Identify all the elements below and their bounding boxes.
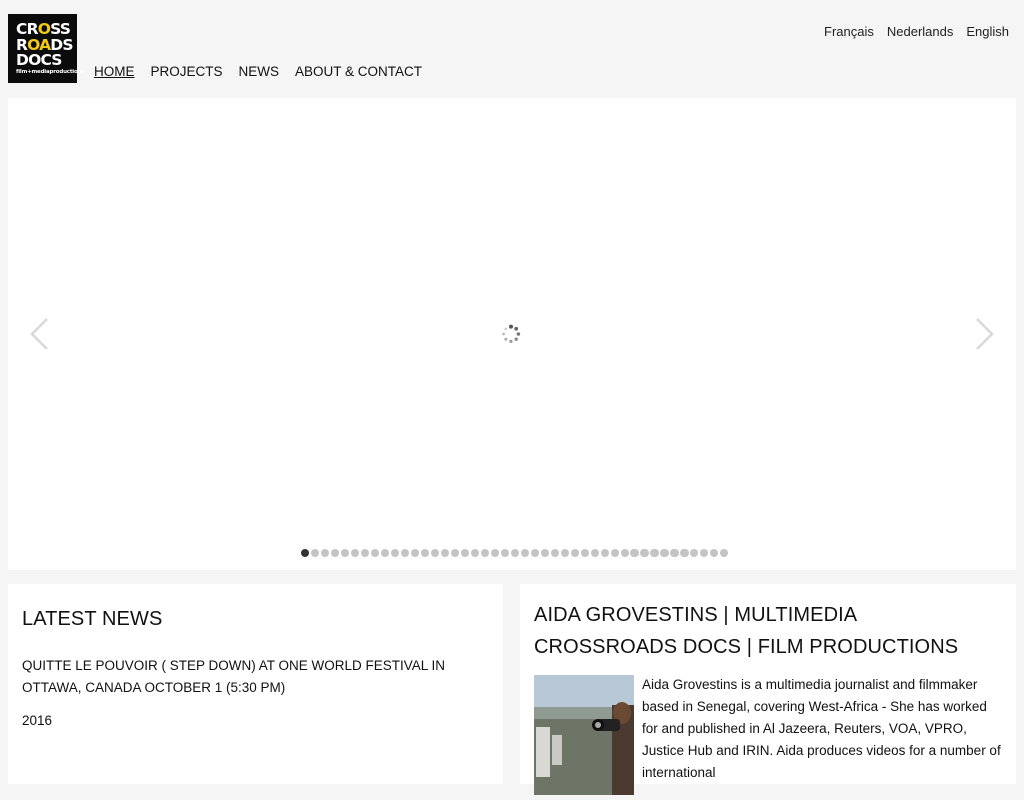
about-body xyxy=(534,675,1002,795)
slider-dot[interactable] xyxy=(431,549,439,557)
slider-dot[interactable] xyxy=(561,549,569,557)
slider-dot[interactable] xyxy=(521,549,529,557)
slider-dot[interactable] xyxy=(650,549,658,557)
image-slider xyxy=(8,98,1016,570)
photographer-photo xyxy=(534,675,634,795)
slider-dot[interactable] xyxy=(421,549,429,557)
logo-line-2: ROADS xyxy=(16,36,73,54)
latest-news-panel xyxy=(8,584,503,784)
slider-dot[interactable] xyxy=(401,549,409,557)
slider-dot[interactable] xyxy=(411,549,419,557)
slider-dot[interactable] xyxy=(690,549,698,557)
site-header xyxy=(0,0,1024,98)
slider-dot[interactable] xyxy=(621,549,629,557)
slider-dot[interactable] xyxy=(601,549,609,557)
slider-dot[interactable] xyxy=(501,549,509,557)
logo-line-1: CROSS xyxy=(16,20,71,38)
lang-nederlands[interactable]: Nederlands xyxy=(886,24,954,39)
nav-about-contact[interactable]: ABOUT & CONTACT xyxy=(295,64,423,79)
lang-english[interactable]: English xyxy=(966,24,1009,39)
about-text: Aida Grovestins is a multimedia journalist and filmmaker based in Senegal, covering West-Africa - She has worked for and published in Al Jazeera, Reuters, VOA, VPRO, Justice Hub and IRIN. Aida produces videos for a number of international xyxy=(642,677,1001,780)
about-heading-line1: AIDA GROVESTINS | MULTIMEDIA xyxy=(534,604,858,626)
lang-francais[interactable]: Français xyxy=(824,24,874,39)
chevron-right-icon[interactable] xyxy=(974,317,996,351)
slider-dot[interactable] xyxy=(581,549,589,557)
slider-dot[interactable] xyxy=(710,549,718,557)
slider-dot[interactable] xyxy=(491,549,499,557)
nav-news[interactable]: NEWS xyxy=(238,64,280,79)
logo-tagline: film+mediaproductions xyxy=(16,69,85,75)
spinner-icon xyxy=(501,324,521,344)
slider-dot[interactable] xyxy=(630,549,638,557)
slider-dot[interactable] xyxy=(391,549,399,557)
slider-dot[interactable] xyxy=(381,549,389,557)
slider-dot[interactable] xyxy=(551,549,559,557)
slider-dot[interactable] xyxy=(591,549,599,557)
news-item-year: 2016 xyxy=(22,713,53,728)
slider-dot[interactable] xyxy=(471,549,479,557)
slider-dot[interactable] xyxy=(640,549,648,557)
slider-dot[interactable] xyxy=(361,549,369,557)
slider-dot[interactable] xyxy=(670,549,678,557)
slider-dot[interactable] xyxy=(461,549,469,557)
slider-dot[interactable] xyxy=(680,549,688,557)
slider-dot[interactable] xyxy=(571,549,579,557)
logo-line-3: DOCS xyxy=(16,51,62,69)
slider-dot[interactable] xyxy=(611,549,619,557)
chevron-left-icon[interactable] xyxy=(28,317,50,351)
slider-dot[interactable] xyxy=(351,549,359,557)
nav-home[interactable]: HOME xyxy=(94,64,135,79)
slider-dot[interactable] xyxy=(511,549,519,557)
slider-dot[interactable] xyxy=(451,549,459,557)
slider-dot[interactable] xyxy=(541,549,549,557)
nav-projects[interactable]: PROJECTS xyxy=(150,64,223,79)
slider-dot[interactable] xyxy=(720,549,728,557)
about-panel xyxy=(520,584,1016,784)
slider-dot[interactable] xyxy=(331,549,339,557)
language-switcher xyxy=(824,24,1009,39)
crossroads-docs-logo[interactable] xyxy=(8,14,85,83)
slider-dot[interactable] xyxy=(311,549,319,557)
main-nav xyxy=(94,64,422,79)
slider-dot[interactable] xyxy=(341,549,349,557)
slider-dot[interactable] xyxy=(660,549,668,557)
slider-dot[interactable] xyxy=(531,549,539,557)
slider-dot[interactable] xyxy=(371,549,379,557)
latest-news-heading: LATEST NEWS xyxy=(22,608,163,630)
slider-dot[interactable] xyxy=(321,549,329,557)
slider-dot[interactable] xyxy=(441,549,449,557)
slider-pagination xyxy=(301,549,728,557)
slider-dot[interactable] xyxy=(481,549,489,557)
about-heading xyxy=(534,599,1002,663)
about-heading-line2: CROSSROADS DOCS | FILM PRODUCTIONS xyxy=(534,636,959,658)
slider-dot[interactable] xyxy=(301,549,309,557)
slider-dot[interactable] xyxy=(700,549,708,557)
news-item-link[interactable]: QUITTE LE POUVOIR ( STEP DOWN) AT ONE WORLD FESTIVAL IN OTTAWA, CANADA OCTOBER 1 (5:30 PM) xyxy=(22,658,446,695)
